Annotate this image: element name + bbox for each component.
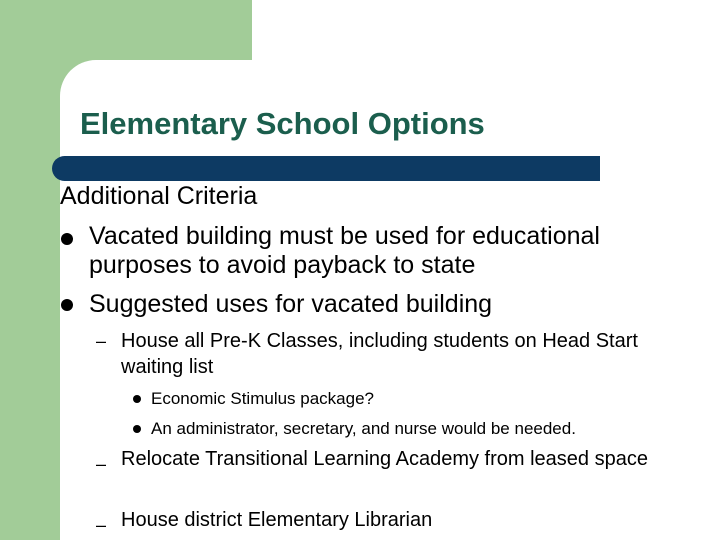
bullet-item: Vacated building must be used for educational purposes to avoid payback to state bbox=[89, 222, 600, 279]
dash-icon: – bbox=[96, 331, 107, 351]
sub-sub-bullet-item: Economic Stimulus package? bbox=[151, 389, 375, 408]
bullet-item: Suggested uses for vacated building bbox=[89, 290, 493, 318]
bullet-icon bbox=[61, 299, 73, 311]
sub-bullet-item: Relocate Transitional Learning Academy from leased space bbox=[121, 448, 648, 470]
bullet-icon bbox=[133, 425, 141, 433]
sub-sub-bullet-item: An administrator, secretary, and nurse would be needed. bbox=[151, 419, 576, 438]
sub-bullet-item: House district Elementary Librarian bbox=[121, 509, 433, 531]
dash-icon: – bbox=[96, 515, 107, 535]
section-heading: Additional Criteria bbox=[60, 182, 258, 210]
dash-icon: – bbox=[96, 454, 107, 474]
sub-bullet-item: House all Pre-K Classes, including students on Head Start waiting list bbox=[121, 330, 638, 378]
slide-title: Elementary School Options bbox=[80, 106, 485, 141]
title-underline-bar bbox=[52, 156, 600, 181]
bullet-icon bbox=[133, 395, 141, 403]
bullet-icon bbox=[61, 233, 73, 245]
